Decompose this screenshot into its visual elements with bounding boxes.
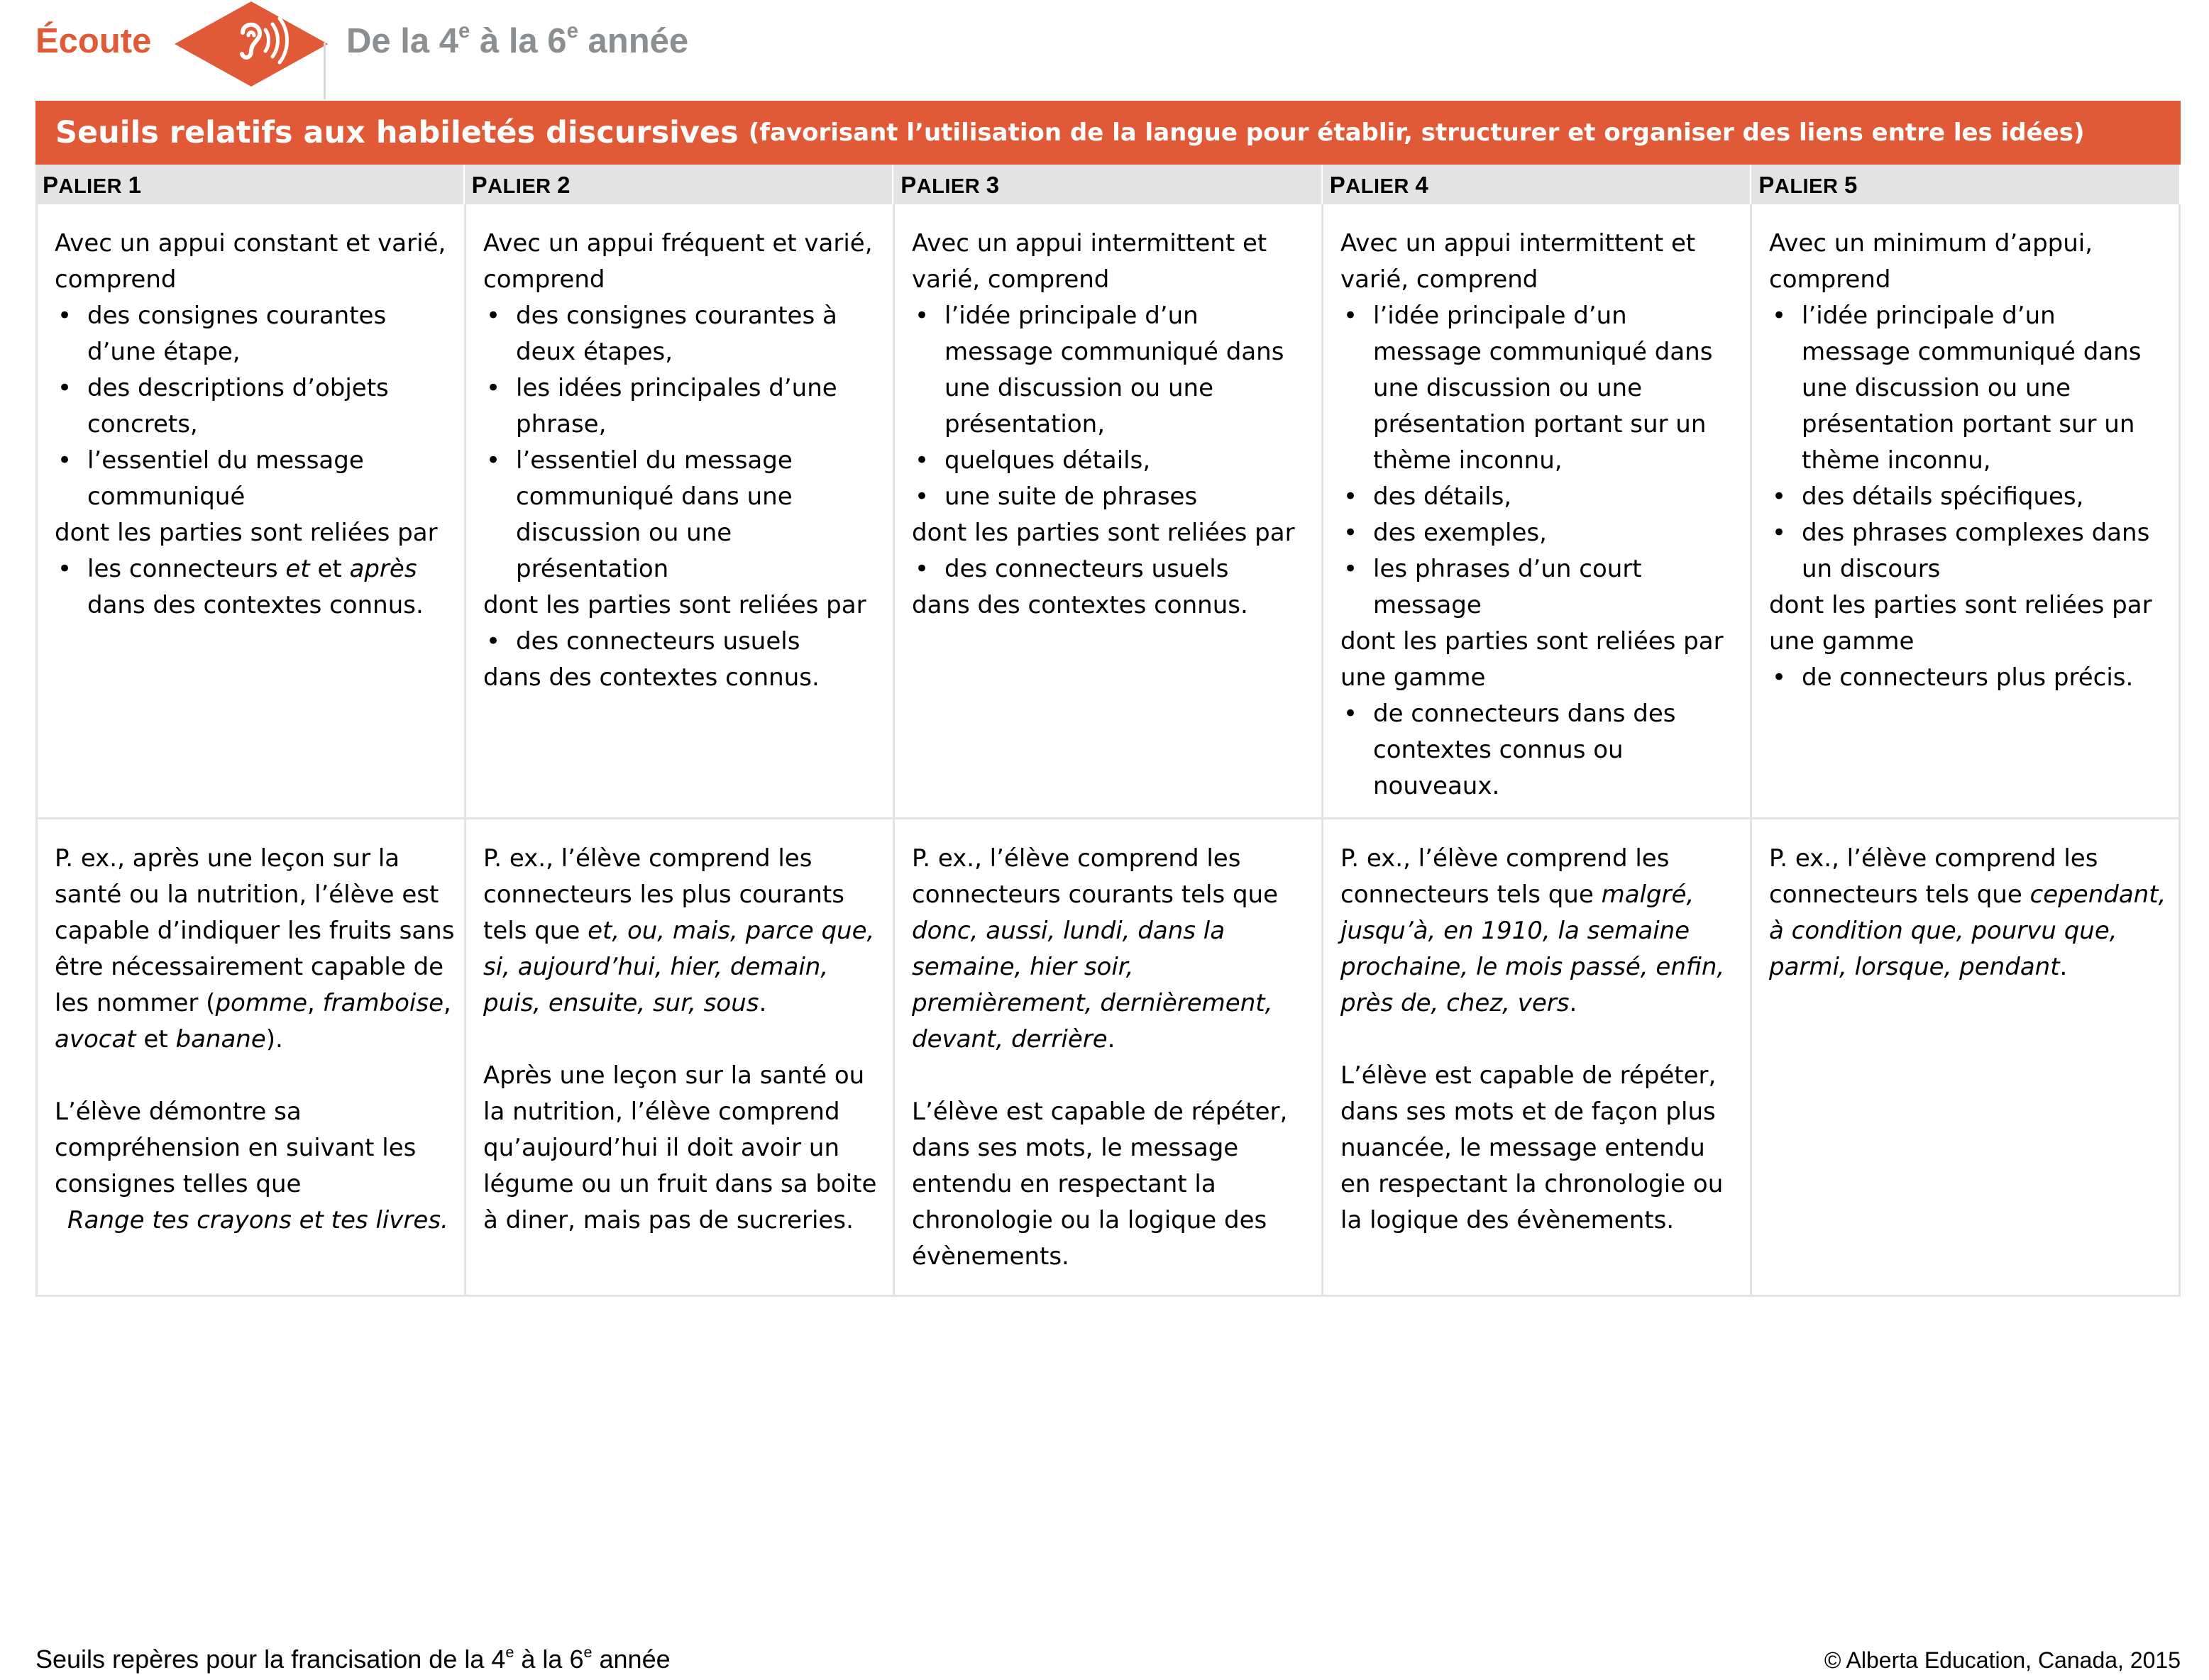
palier-2-example: P. ex., l’élève comprend les connecteurs les plus courants tels que et, ou, mais, parce que, si, aujourd’hui, hier, demain, puis, ensuite, sur, sous. Après une leçon sur la santé ou la nutrition, l’élève comprend qu’aujourd’hui il doit avoir un légume ou un fruit dans sa boite à diner, mais pas de sucreries. [464,819,893,1295]
grade-range: De la 4e à la 6e année [346,19,689,60]
palier-2-descriptor: Avec un appui fréquent et varié, comprend • des consignes courantes à deux étapes, • les idées principales d’une phrase, • l’essentiel du message communiqué dans une discussion ou une présentation dont les parties sont reliées par • des connecteurs usuels dans des contextes connus. [464,204,893,817]
list-item: • des détails, [1340,479,1743,515]
banner-subtitle: (favorisant l’utilisation de la langue pour établir, structurer et organiser des liens entre les idées) [748,118,2085,147]
palier-1-example: P. ex., après une leçon sur la santé ou la nutrition, l’élève est capable d’indiquer les fruits sans être nécessairement capable de les nommer (pomme, framboise, avocat et banane). L’élève démontre sa compréhension en suivant les consignes telles que Range tes crayons et tes livres. [35,819,464,1295]
list-item: • de connecteurs dans des contextes connus ou nouveaux. [1340,696,1743,805]
list-item: • une suite de phrases [912,479,1314,515]
palier-header-row [35,165,2181,204]
list-item: • des consignes courantes d’une étape, [55,298,457,370]
list-item: • des phrases complexes dans un discours [1769,515,2171,587]
palier-4-example: P. ex., l’élève comprend les connecteurs tels que malgré, jusqu’à, en 1910, la semaine prochaine, le mois passé, enfin, près de, chez, vers. L’élève est capable de répéter, dans ses mots et de façon plus nuancée, le message entendu en respectant la chronologie ou la logique des évènements. [1321,819,1750,1295]
list-item: • des connecteurs usuels [912,551,1314,587]
banner-title: Seuils relatifs aux habiletés discursives [55,115,739,150]
palier-1-header: PALIER 1 [35,165,465,204]
list-item: • de connecteurs plus précis. [1769,660,2171,696]
section-title: Écoute [35,22,152,60]
descriptors-row [35,204,2181,819]
palier-4-header: PALIER 4 [1323,165,1752,204]
list-item: • les idées principales d’une phrase, [483,370,886,443]
palier-1-descriptor: Avec un appui constant et varié, comprend • des consignes courantes d’une étape, • des descriptions d’objets concrets, • l’essentiel du message communiqué dont les parties sont reliées par • les connecteurs et et après dans des contextes connus. [35,204,464,817]
palier-3-example: P. ex., l’élève comprend les connecteurs courants tels que donc, aussi, lundi, dans la semaine, hier soir, premièrement, dernièrement, devant, derrière. L’élève est capable de répéter, dans ses mots, le message entendu en respectant la chronologie ou la logique des évènements. [893,819,1321,1295]
list-item: • des descriptions d’objets concrets, [55,370,457,443]
section-banner [35,101,2181,165]
palier-3-header: PALIER 3 [893,165,1323,204]
list-item: • l’idée principale d’un message communiqué dans une discussion ou une présentation portant sur un thème inconnu, [1769,298,2171,479]
list-item: • des détails spécifiques, [1769,479,2171,515]
list-item: • l’idée principale d’un message communiqué dans une discussion ou une présentation portant sur un thème inconnu, [1340,298,1743,479]
list-item: • l’essentiel du message communiqué dans une discussion ou une présentation [483,443,886,587]
list-item: • l’idée principale d’un message communiqué dans une discussion ou une présentation, [912,298,1314,443]
examples-row [35,819,2181,1297]
palier-4-descriptor: Avec un appui intermittent et varié, comprend • l’idée principale d’un message communiqué dans une discussion ou une présentation portant sur un thème inconnu, • des détails, • des exemples, • les phrases d’un court message dont les parties sont reliées par une gamme • de connecteurs dans des contextes connus ou nouveaux. [1321,204,1750,817]
palier-5-header: PALIER 5 [1751,165,2181,204]
list-item: • l’essentiel du message communiqué [55,443,457,515]
list-item: • des consignes courantes à deux étapes, [483,298,886,370]
list-item: • des connecteurs usuels [483,624,886,660]
header-divider [324,43,326,99]
palier-5-descriptor: Avec un minimum d’appui, comprend • l’idée principale d’un message communiqué dans une discussion ou une présentation portant sur un thème inconnu, • des détails spécifiques, • des phrases complexes dans un discours dont les parties sont reliées par une gamme • de connecteurs plus précis. [1750,204,2181,817]
palier-2-header: PALIER 2 [465,165,894,204]
footer-copyright: © Alberta Education, Canada, 2015 [1824,1647,2181,1673]
thresholds-table [35,165,2181,1297]
palier-3-descriptor: Avec un appui intermittent et varié, comprend • l’idée principale d’un message communiqué dans une discussion ou une présentation, • quelques détails, • une suite de phrases dont les parties sont reliées par • des connecteurs usuels dans des contextes connus. [893,204,1321,817]
list-item: • des exemples, [1340,515,1743,551]
list-item: • les connecteurs et et après dans des contextes connus. [55,551,457,624]
ear-sound-icon [175,1,328,87]
footer-document-title: Seuils repères pour la francisation de la 4e à la 6e année [35,1642,671,1674]
palier-5-example: P. ex., l’élève comprend les connecteurs tels que cependant, à condition que, pourvu que, parmi, lorsque, pendant. [1750,819,2181,1295]
list-item: • les phrases d’un court message [1340,551,1743,624]
list-item: • quelques détails, [912,443,1314,479]
